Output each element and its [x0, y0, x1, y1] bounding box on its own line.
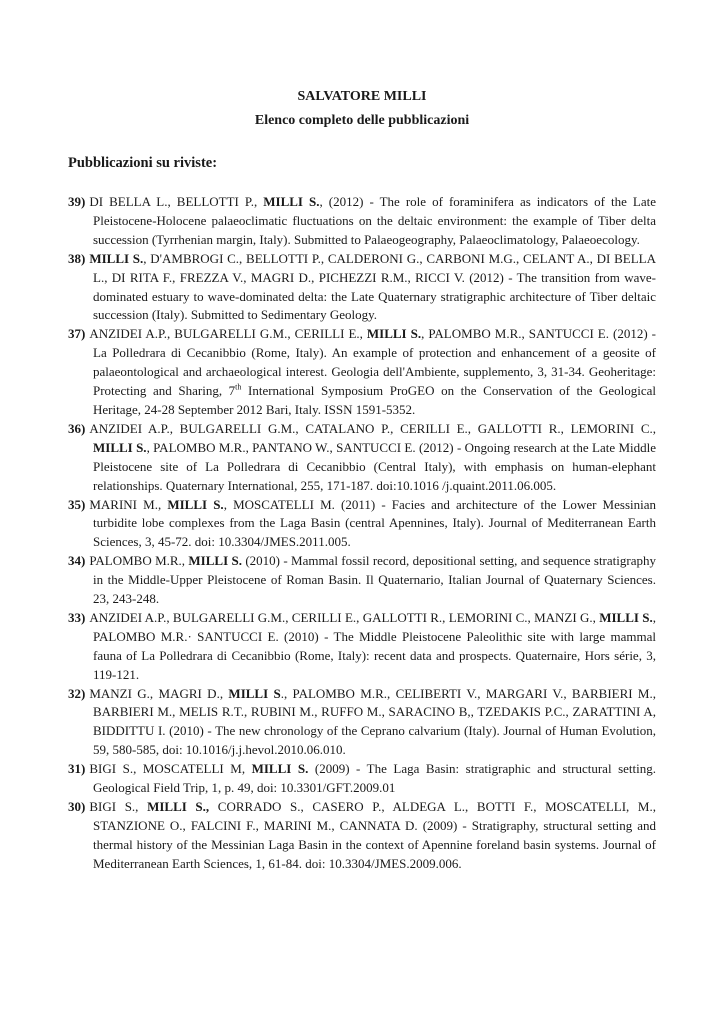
highlighted-author: MILLI S. [89, 250, 144, 266]
highlighted-author: MILLI S [228, 685, 281, 701]
section-title: Pubblicazioni su riviste: [68, 155, 218, 171]
publication-number: 37) [68, 326, 86, 342]
publication-authors: ANZIDEI A.P., BULGARELLI G.M., CERILLI E., [89, 326, 367, 342]
publication-item [68, 420, 656, 496]
publication-item [68, 193, 656, 250]
publication-item [68, 685, 656, 761]
publication-authors: PALOMBO M.R., [89, 553, 189, 569]
publication-number: 38) [68, 250, 86, 266]
publication-item [68, 496, 656, 553]
publication-number: 35) [68, 496, 86, 512]
publication-details-continued: International Symposium ProGEO on the Conservation of the Geological Heritage, 24-28 September 2012 Bari, Italy. ISSN 1591-5352. [93, 383, 656, 417]
publication-authors: MARINI M., [89, 496, 168, 512]
publication-item [68, 760, 656, 798]
publication-details: , MOSCATELLI M. (2011) - Facies and architecture of the Lower Messinian turbidite lobe complexes from the Laga Basin (central Apennines, Italy). Journal of Mediterranean Earth Sciences, 3, 45-72. doi: 10.3304/JMES.2011.005. [93, 496, 656, 550]
publication-number: 39) [68, 194, 86, 209]
publication-details: , PALOMBO M.R.· SANTUCCI E. (2010) - The Middle Pleistocene Paleolithic site with large mammal fauna of La Polledrara di Cecanibbio (Rome, Italy): recent data and prospects. Quaternaire, Hors série, 3, 119-121. [93, 609, 656, 682]
publication-number: 33) [68, 609, 86, 625]
publication-details: ., PALOMBO M.R., CELIBERTI V., MARGARI V., BARBIERI M., BARBIERI M., MELIS R.T., RUBINI M., RUFFO M., SARACINO B,, TZEDAKIS P.C., ZARATTINI A, BIDDITTU I. (2010) - The new chronology of the Ceprano calvarium (Italy). Journal of Human Evolution, 59, 580-585, doi: 10.1016/j.j.hevol.2010.06.010. [93, 685, 656, 758]
document-title: Elenco completo delle pubblicazioni [254, 113, 470, 128]
ordinal-superscript: th [235, 382, 242, 392]
publication-item [68, 325, 656, 420]
highlighted-author: MILLI S. [93, 439, 147, 455]
publication-item [68, 552, 656, 609]
highlighted-author: MILLI S., [147, 799, 210, 814]
highlighted-author: MILLI S. [366, 326, 422, 342]
publication-number: 32) [68, 685, 86, 701]
publication-number: 30) [68, 799, 86, 814]
publication-details: CORRADO S., CASERO P., ALDEGA L., BOTTI F., MOSCATELLI, M., STANZIONE O., FALCINI F., MARINI M., CANNATA D. (2009) - Stratigraphy, structural setting and thermal history of the Messinian Laga Basin in the context of Apennine foreland basin systems. Journal of Mediterranean Earth Sciences, 1, 61-84. doi: 10.3304/JMES.2009.006. [93, 799, 656, 871]
publication-number: 34) [68, 553, 86, 569]
publication-details: (2009) - The Laga Basin: stratigraphic and structural setting. Geological Field Trip, 1, p. 49, doi: 10.3301/GFT.2009.01 [93, 761, 656, 796]
publication-authors: ANZIDEI A.P., BULGARELLI G.M., CATALANO P., CERILLI E., GALLOTTI R., LEMORINI C., [89, 420, 656, 436]
publication-details: , PALOMBO M.R., SANTUCCI E. (2012) - La Polledrara di Cecanibbio (Rome, Italy). An example of protection and enhancement of a geosite of palaeontological and archaeological interest. Geologia dell'Ambiente, supplemento, 3, 31-34. Geoheritage: Protecting and Sharing, 7 [93, 326, 656, 399]
publication-details: , (2012) - The role of foraminifera as indicators of the Late Pleistocene-Holocene palaeoclimatic fluctuations on the deltaic environment: the example of Tiber delta succession (Tyrrhenian margin, Italy). Submitted to Palaeogeography, Palaeoclimatology, Palaeoecology. [93, 194, 656, 247]
publication-details: (2010) - Mammal fossil record, depositional setting, and sequence stratigraphy in the Middle-Upper Pleistocene of Roman Basin. Il Quaternario, Italian Journal of Quaternary Sciences. 23, 243-248. [93, 553, 656, 607]
author-name: SALVATORE MILLI [297, 89, 427, 104]
highlighted-author: MILLI S. [599, 609, 653, 625]
highlighted-author: MILLI S. [251, 761, 309, 777]
highlighted-author: MILLI S. [167, 496, 224, 512]
publication-authors: BIGI S., MOSCATELLI M, [89, 761, 252, 777]
publication-list [68, 193, 656, 874]
publication-authors: MANZI G., MAGRI D., [89, 685, 229, 701]
highlighted-author: MILLI S. [188, 553, 242, 569]
publication-details: , D'AMBROGI C., BELLOTTI P., CALDERONI G., CARBONI M.G., CELANT A., DI BELLA L., DI RITA F., FREZZA V., MAGRI D., PICHEZZI R.M., RICCI V. (2012) - The transition from wave-dominated estuary to wave-dominated delta: the Late Quaternary stratigraphic architecture of Tiber deltaic succession (Italy). Submitted to Sedimentary Geology. [93, 250, 656, 323]
highlighted-author: MILLI S. [263, 194, 320, 209]
publication-authors: ANZIDEI A.P., BULGARELLI G.M., CERILLI E., GALLOTTI R., LEMORINI C., MANZI G., [89, 609, 600, 625]
publication-number: 31) [68, 761, 86, 777]
publication-item [68, 798, 656, 874]
publication-item [68, 609, 656, 685]
publication-number: 36) [68, 420, 86, 436]
publication-details: , PALOMBO M.R., PANTANO W., SANTUCCI E. (2012) - Ongoing research at the Late Middle Pleistocene site of La Polledrara di Cecanibbio (Central Italy), with emphasis on human-elephant relationships. Quaternary International, 255, 171-187. doi:10.1016 /j.quaint.2011.06.005. [93, 439, 656, 493]
publication-authors: BIGI S., [89, 799, 148, 814]
publication-item [68, 250, 656, 326]
publication-authors: DI BELLA L., BELLOTTI P., [89, 194, 264, 209]
